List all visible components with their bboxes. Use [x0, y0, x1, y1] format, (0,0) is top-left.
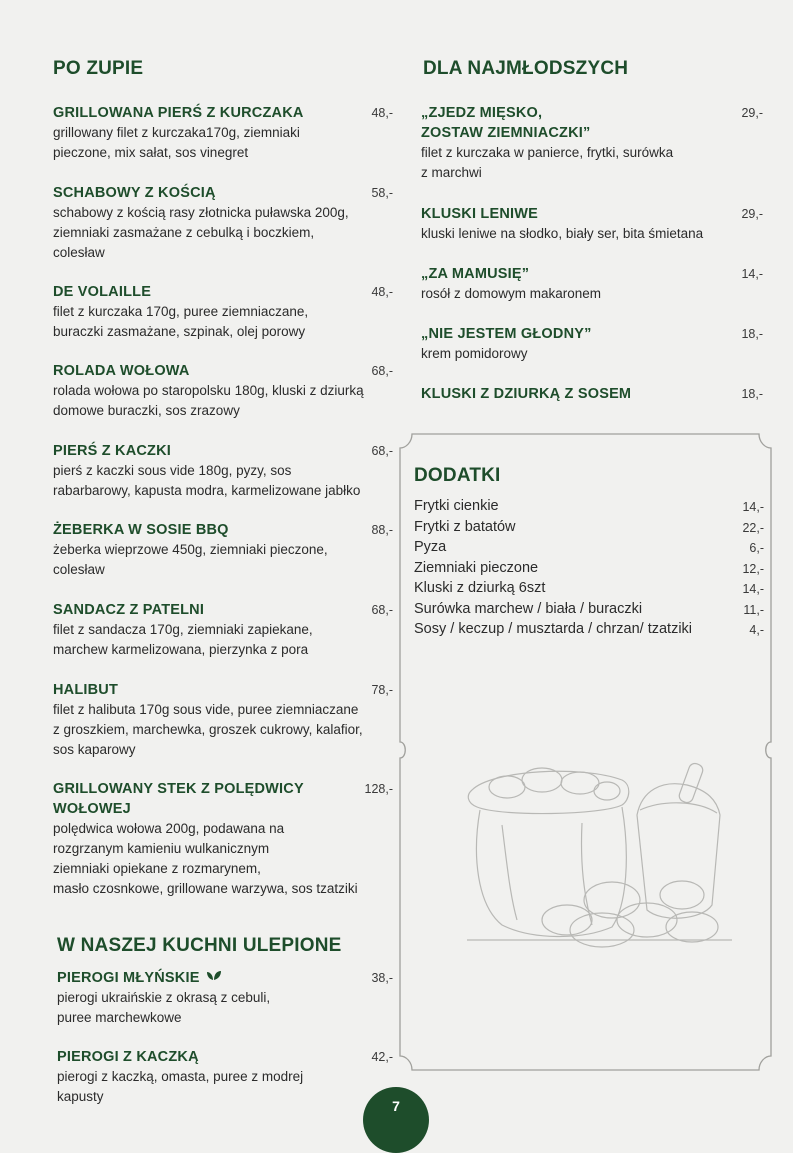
menu-item-desc-line: colesław: [53, 562, 105, 577]
menu-item-name: DE VOLAILLE: [53, 284, 152, 300]
section-title-kuchnia: W NASZEJ KUCHNI ULEPIONE: [57, 935, 342, 956]
menu-item-price: 29,-: [741, 106, 763, 120]
menu-item-name: SCHABOWY Z KOŚCIĄ: [53, 185, 216, 201]
menu-item: [53, 183, 393, 263]
menu-item: [53, 779, 393, 899]
menu-item-desc-line: filet z sandacza 170g, ziemniaki zapiekane,: [53, 622, 313, 637]
menu-item-name: HALIBUT: [53, 682, 119, 698]
menu-item-desc-line: kluski leniwe na słodko, biały ser, bita śmietana: [421, 226, 704, 241]
menu-item-price: 48,-: [371, 285, 393, 299]
menu-item-desc-line: rolada wołowa po staropolsku 180g, kluski z dziurką: [53, 383, 364, 398]
menu-item: [53, 282, 393, 342]
side-price: 14,-: [742, 582, 764, 596]
menu-item-desc-line: pierś z kaczki sous vide 180g, pyzy, sos: [53, 463, 292, 478]
menu-item-price: 68,-: [371, 444, 393, 458]
side-name: Pyza: [414, 539, 447, 555]
side-price: 4,-: [749, 623, 764, 637]
menu-item-desc-line: domowe buraczki, sos zrazowy: [53, 403, 240, 418]
menu-item: [421, 204, 763, 244]
side-price: 22,-: [742, 520, 764, 535]
menu-item-desc-line: puree marchewkowe: [57, 1010, 182, 1026]
menu-item-price: 14,-: [741, 267, 763, 281]
menu-item: [57, 968, 393, 1028]
menu-item-price: 88,-: [371, 523, 393, 537]
menu-item-name: SANDACZ Z PATELNI: [53, 602, 205, 618]
side-name: Surówka marchew / biała / buraczki: [414, 600, 643, 617]
side-name: Frytki z batatów: [414, 518, 516, 535]
side-name: Ziemniaki pieczone: [414, 559, 539, 576]
menu-item-desc-line: z marchwi: [421, 165, 482, 180]
menu-item: [53, 103, 393, 163]
menu-item-price: 38,-: [371, 971, 393, 985]
menu-item-desc-line: marchew karmelizowana, pierzynka z pora: [53, 642, 309, 657]
list-item: [414, 619, 764, 640]
menu-item-desc-line: krem pomidorowy: [421, 346, 528, 361]
menu-item-name: PIEROGI Z KACZKĄ: [57, 1049, 199, 1065]
menu-item-name: „NIE JESTEM GŁODNY”: [421, 326, 592, 342]
menu-item-desc-line: żeberka wieprzowe 450g, ziemniaki pieczone,: [53, 542, 328, 557]
menu-item-desc-line: grillowany filet z kurczaka170g, ziemniaki: [53, 125, 300, 140]
menu-item-desc-line: masło czosnkowe, grillowane warzywa, sos tzatziki: [53, 881, 358, 896]
menu-item-desc-line: pierogi ukraińskie z okrasą z cebuli,: [57, 990, 271, 1006]
menu-item-desc-line: sos kaparowy: [53, 742, 136, 757]
list-item: [414, 537, 764, 558]
list-item: [414, 517, 764, 538]
side-price: 14,-: [742, 500, 764, 514]
side-price: 11,-: [743, 602, 764, 617]
menu-item-name: GRILLOWANY STEK Z POLĘDWICY: [53, 781, 304, 797]
menu-item: [53, 520, 393, 580]
menu-item-desc-line: z groszkiem, marchewka, groszek cukrowy, kalafior,: [53, 722, 363, 737]
menu-item-desc-line: polędwica wołowa 200g, podawana na: [53, 821, 285, 836]
menu-item-desc-line: filet z kurczaka w panierce, frytki, surówka: [421, 145, 674, 160]
section-title-dla-najmlodszych: DLA NAJMŁODSZYCH: [423, 58, 629, 79]
menu-item-name: „ZJEDZ MIĘSKO,: [421, 105, 543, 121]
menu-item-name: „ZA MAMUSIĘ”: [421, 266, 530, 282]
list-item: [414, 496, 764, 517]
menu-item-name: PIEROGI MŁYŃSKIE: [57, 970, 200, 986]
menu-item: [421, 384, 763, 404]
menu-item-price: 78,-: [371, 683, 393, 697]
side-name: Sosy / keczup / musztarda / chrzan/ tzatziki: [414, 621, 693, 637]
menu-item-name: KLUSKI LENIWE: [421, 206, 538, 222]
menu-item: [53, 600, 393, 660]
side-name: Kluski z dziurką 6szt: [414, 580, 546, 596]
menu-item: [53, 441, 393, 501]
menu-item-price: 68,-: [371, 603, 393, 617]
menu-item-desc-line: pierogi z kaczką, omasta, puree z modrej: [57, 1069, 304, 1084]
menu-item-name: KLUSKI Z DZIURKĄ Z SOSEM: [421, 386, 632, 402]
menu-item-desc-line: ziemniaki zasmażane z cebulką i boczkiem,: [53, 225, 315, 240]
leaf-icon: [206, 968, 222, 988]
side-price: 12,-: [742, 561, 764, 576]
sides-list: [414, 496, 764, 640]
menu-item-price: 29,-: [741, 207, 763, 221]
menu-item-desc-line: rabarbarowy, kapusta modra, karmelizowane jabłko: [53, 483, 361, 498]
page-number: 7: [363, 1087, 429, 1153]
list-item: [414, 558, 764, 579]
menu-item-price: 58,-: [371, 186, 393, 200]
menu-item: [421, 264, 763, 304]
menu-item-name: ŻEBERKA W SOSIE BBQ: [53, 522, 229, 538]
menu-item: [421, 103, 763, 183]
side-name: Frytki cienkie: [414, 498, 499, 514]
menu-item-desc-line: colesław: [53, 245, 105, 260]
menu-item-price: 18,-: [741, 387, 763, 401]
menu-item-desc-line: pieczone, mix sałat, sos vinegret: [53, 145, 249, 160]
menu-item-name: WOŁOWEJ: [53, 801, 131, 817]
menu-item-price: 48,-: [371, 106, 393, 120]
side-price: 6,-: [749, 541, 764, 555]
menu-item-name: ROLADA WOŁOWA: [53, 363, 190, 379]
menu-item-desc-line: filet z kurczaka 170g, puree ziemniaczane,: [53, 304, 309, 319]
menu-item: [53, 361, 393, 421]
menu-item: [53, 680, 393, 760]
menu-item-desc-line: buraczki zasmażane, szpinak, olej porowy: [53, 324, 306, 339]
menu-item-desc-line: filet z halibuta 170g sous vide, puree ziemniaczane: [53, 702, 359, 717]
menu-item-name: GRILLOWANA PIERŚ Z KURCZAKA: [53, 105, 304, 121]
potato-sack-illustration: [462, 755, 737, 950]
menu-item-price: 42,-: [371, 1050, 393, 1064]
menu-item-desc-line: schabowy z kością rasy złotnicka puławska 200g,: [53, 205, 349, 220]
section-title-dodatki: DODATKI: [414, 465, 501, 486]
menu-item-name: PIERŚ Z KACZKI: [53, 443, 171, 459]
menu-item-price: 68,-: [371, 364, 393, 378]
list-item: [414, 599, 764, 620]
menu-item-desc-line: rosół z domowym makaronem: [421, 286, 602, 301]
menu-item-price: 128,-: [364, 782, 393, 796]
menu-item-price: 18,-: [741, 327, 763, 341]
menu-item: [421, 324, 763, 364]
section-title-po-zupie: PO ZUPIE: [53, 58, 144, 79]
list-item: [414, 578, 764, 599]
menu-item-desc-line: kapusty: [57, 1089, 104, 1104]
menu-item-desc-line: ziemniaki opiekane z rozmarynem,: [53, 861, 261, 876]
menu-item-name: ZOSTAW ZIEMNIACZKI”: [421, 125, 591, 141]
menu-item: [57, 1047, 393, 1107]
menu-item-desc-line: rozgrzanym kamieniu wulkanicznym: [53, 841, 270, 856]
